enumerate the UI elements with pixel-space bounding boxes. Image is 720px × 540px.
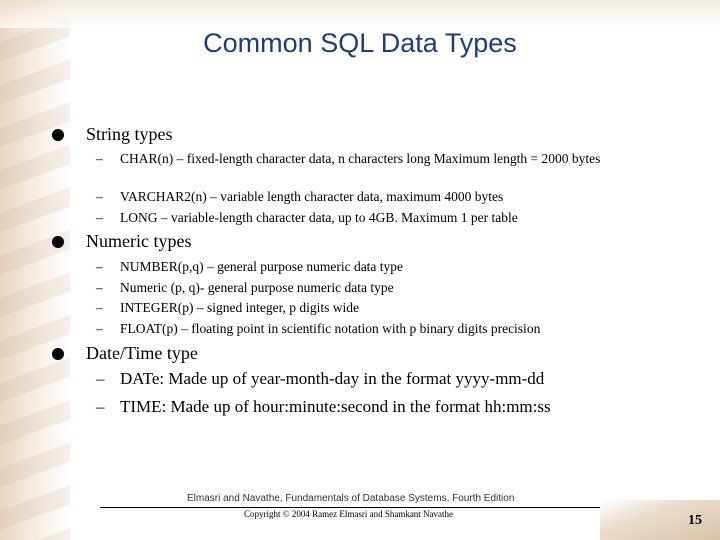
list-item bbox=[96, 368, 660, 389]
footer-divider bbox=[100, 507, 620, 508]
dash-marker: – bbox=[96, 321, 103, 336]
dash-marker: – bbox=[96, 397, 105, 416]
list-item bbox=[96, 150, 660, 167]
list-item-text: Numeric (p, q)- general purpose numeric data type bbox=[120, 280, 394, 295]
section-date-time-type bbox=[52, 343, 198, 364]
list-item-text: FLOAT(p) – floating point in scientific notation with p binary digits precision bbox=[120, 321, 541, 336]
section-numeric-types bbox=[52, 231, 191, 252]
dash-marker: – bbox=[96, 151, 103, 166]
bullet-icon bbox=[52, 129, 64, 141]
background-sand-left bbox=[0, 0, 70, 540]
background-sand-top bbox=[0, 0, 720, 28]
list-item bbox=[96, 299, 660, 316]
list-item-text: INTEGER(p) – signed integer, p digits wide bbox=[120, 300, 360, 315]
list-item-text: TIME: Made up of hour:minute:second in the format hh:mm:ss bbox=[120, 397, 551, 416]
dash-marker: – bbox=[96, 259, 103, 274]
list-item bbox=[96, 209, 660, 226]
section-string-types bbox=[52, 124, 173, 145]
bullet-icon bbox=[52, 348, 64, 360]
background-sand-corner bbox=[600, 500, 720, 540]
section-label: Numeric types bbox=[86, 231, 192, 251]
list-item-text: VARCHAR2(n) – variable length character data, maximum 4000 bytes bbox=[120, 189, 504, 204]
list-item-text: CHAR(n) – fixed-length character data, n characters long Maximum length = 2000 bytes bbox=[120, 151, 601, 166]
dash-marker: – bbox=[96, 189, 103, 204]
list-item-text: DATe: Made up of year-month-day in the format yyyy-mm-dd bbox=[120, 369, 545, 388]
section-label: Date/Time type bbox=[86, 343, 198, 363]
dash-marker: – bbox=[96, 300, 103, 315]
section-label: String types bbox=[86, 124, 173, 144]
footer-copyright: Copyright © 2004 Ramez Elmasri and Shamkant Navathe bbox=[244, 509, 454, 519]
list-item bbox=[96, 258, 660, 275]
slide-title: Common SQL Data Types bbox=[203, 28, 517, 58]
list-item bbox=[96, 396, 660, 417]
page-number: 15 bbox=[688, 513, 702, 528]
dash-marker: – bbox=[96, 369, 105, 388]
list-item bbox=[96, 279, 660, 296]
footer-credit: Elmasri and Navathe, Fundamentals of Database Systems, Fourth Edition bbox=[187, 493, 515, 504]
list-item-text: LONG – variable-length character data, up to 4GB. Maximum 1 per table bbox=[120, 210, 518, 225]
bullet-icon bbox=[52, 236, 64, 248]
list-item bbox=[96, 188, 660, 205]
dash-marker: – bbox=[96, 210, 103, 225]
list-item-text: NUMBER(p,q) – general purpose numeric data type bbox=[120, 259, 404, 274]
dash-marker: – bbox=[96, 280, 103, 295]
list-item bbox=[96, 320, 660, 337]
